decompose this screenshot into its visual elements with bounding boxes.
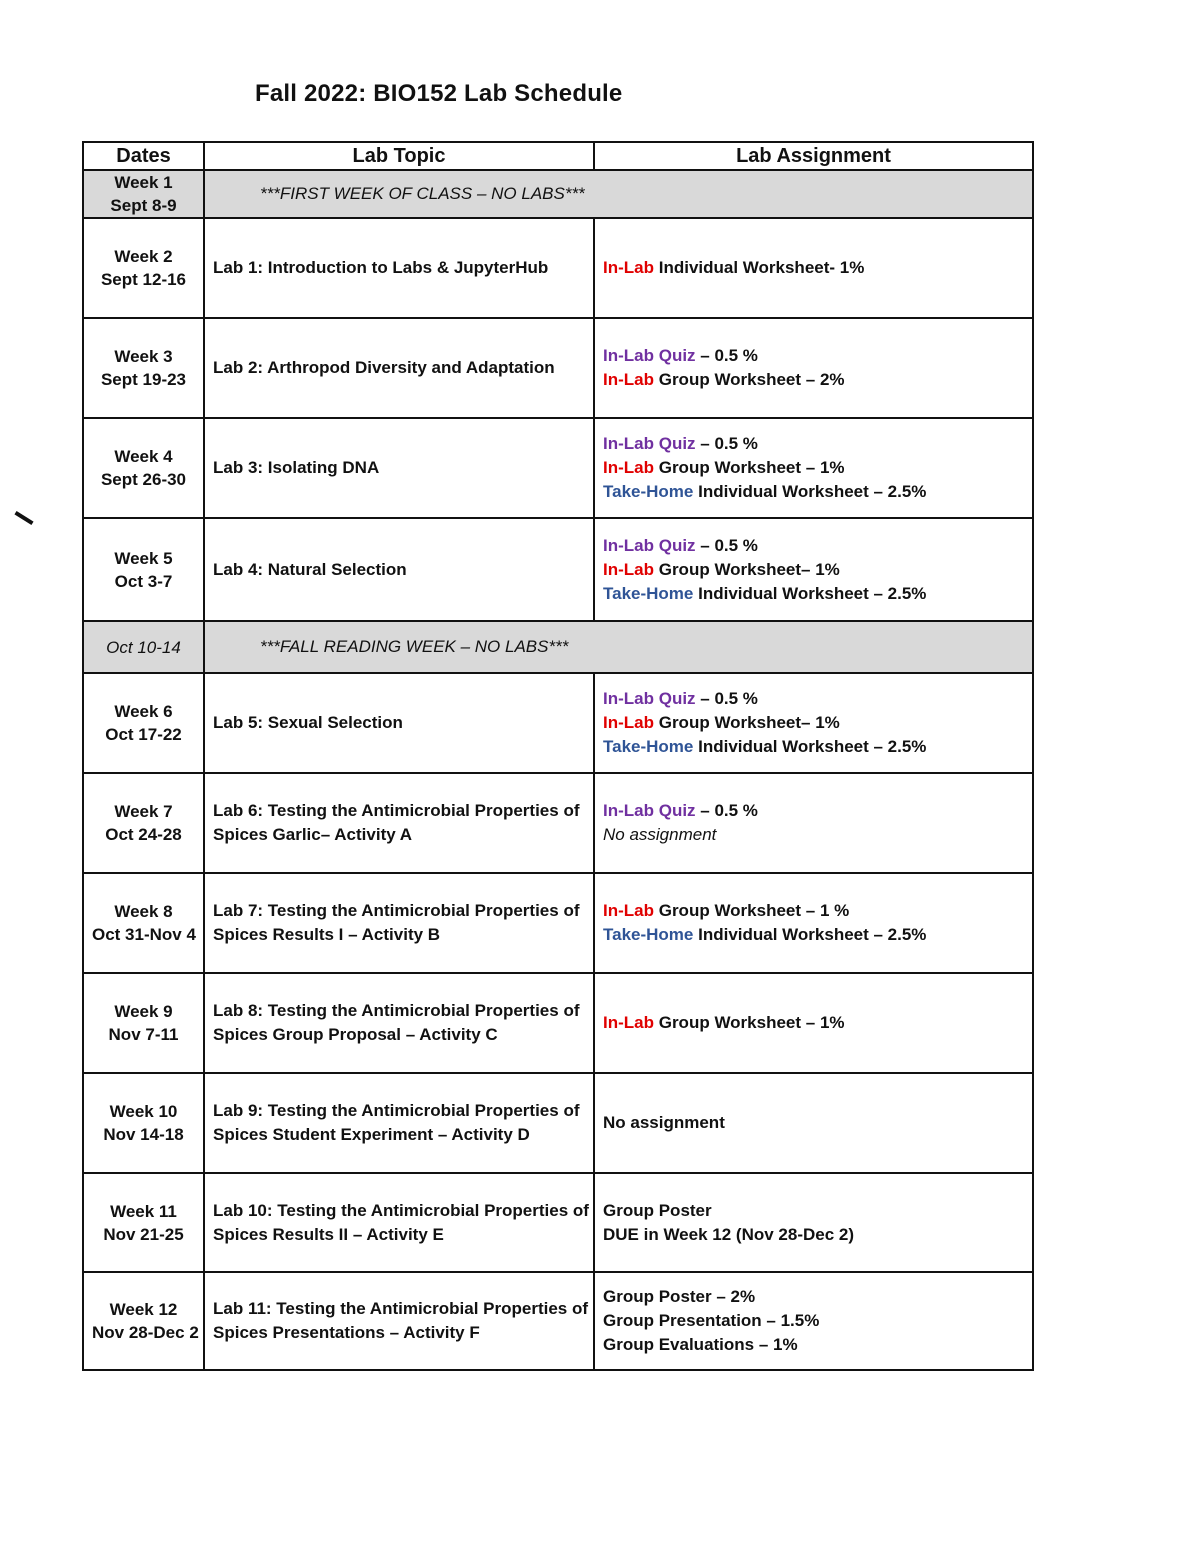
lab-assignment-cell [594, 518, 1033, 621]
assignment-line [603, 558, 1024, 582]
week-label: Week 11 [110, 1201, 177, 1221]
lab-topic-line: Spices Results II – Activity E [213, 1224, 444, 1244]
header-lab-topic: Lab Topic [204, 142, 594, 170]
week-label: Week 5 [114, 548, 173, 568]
notice-row [83, 621, 1033, 673]
assignment-line [603, 368, 1024, 392]
assignment-text: Group Worksheet – 1 % [654, 901, 850, 920]
week-label: Week 9 [114, 1002, 173, 1021]
lab-topic-line: Spices Presentations – Activity F [213, 1323, 480, 1342]
assignment-line [603, 1011, 1024, 1035]
date-range: Oct 31-Nov 4 [92, 925, 196, 944]
assignment-text: Individual Worksheet – 2.5% [693, 737, 927, 756]
assignment-text: Individual Worksheet- 1% [654, 258, 865, 277]
table-row [83, 973, 1033, 1073]
notice-row [83, 170, 1033, 218]
page-title: Fall 2022: BIO152 Lab Schedule [255, 80, 623, 107]
assignment-type-tag: In-Lab [603, 258, 654, 277]
header-dates: Dates [83, 142, 204, 170]
assignment-text: Group Worksheet – 1% [654, 1013, 845, 1032]
date-cell [83, 673, 204, 773]
date-range: Sept 19-23 [100, 370, 187, 389]
date-cell [83, 518, 204, 621]
assignment-type-tag: Take-Home [603, 737, 694, 756]
week-label: Week 12 [109, 1300, 178, 1319]
schedule-body [83, 170, 1033, 1370]
table-row [83, 1272, 1033, 1370]
date-range: Oct 17-22 [105, 725, 182, 744]
assignment-line [603, 899, 1024, 923]
assignment-text: Individual Worksheet – 2.5% [693, 583, 927, 603]
assignment-text: Group Worksheet – 1% [654, 458, 845, 477]
lab-topic-cell [204, 873, 594, 973]
lab-assignment-cell [594, 1272, 1033, 1370]
assignment-line [603, 799, 1024, 823]
date-cell [83, 621, 204, 673]
stray-pen-mark [14, 511, 33, 525]
table-row [83, 1173, 1033, 1272]
lab-topic-line: Lab 11: Testing the Antimicrobial Properties of [213, 1299, 589, 1318]
table-row [83, 673, 1033, 773]
lab-topic-cell [204, 1272, 594, 1370]
assignment-text: Individual Worksheet – 2.5% [693, 482, 927, 501]
lab-topic-line: Spices Student Experiment – Activity D [213, 1125, 530, 1144]
lab-topic-cell [204, 418, 594, 518]
date-range: Nov 28-Dec 2 [92, 1323, 199, 1342]
lab-topic-cell [204, 673, 594, 773]
lab-assignment-cell [594, 873, 1033, 973]
lab-topic-cell [204, 218, 594, 318]
assignment-line [603, 1333, 1024, 1357]
date-cell [83, 318, 204, 418]
assignment-type-tag: In-Lab Quiz [603, 434, 696, 453]
assignment-type-tag: In-Lab [603, 458, 654, 477]
lab-topic-cell [204, 1073, 594, 1173]
lab-topic-line: Lab 3: Isolating DNA [213, 458, 380, 477]
date-range: Oct 24-28 [105, 825, 182, 844]
date-cell [83, 973, 204, 1073]
date-cell [83, 1073, 204, 1173]
lab-assignment-cell [594, 973, 1033, 1073]
week-label: Week 6 [114, 702, 173, 721]
assignment-type-tag: In-Lab [603, 370, 654, 389]
date-range: Sept 12-16 [100, 270, 187, 289]
assignment-text: Group Evaluations – 1% [603, 1335, 798, 1354]
week-label: Week 3 [114, 347, 173, 366]
date-cell [83, 773, 204, 873]
assignment-line [603, 923, 1024, 947]
lab-topic-line: Lab 10: Testing the Antimicrobial Properties of [213, 1200, 589, 1220]
lab-topic-line: Lab 7: Testing the Antimicrobial Properties of [213, 901, 580, 920]
table-row [83, 518, 1033, 621]
assignment-text: No assignment [603, 1113, 725, 1132]
assignment-text: – 0.5 % [695, 689, 758, 708]
lab-topic-line: Lab 9: Testing the Antimicrobial Properties of [213, 1101, 580, 1120]
assignment-type-tag: In-Lab Quiz [603, 801, 696, 820]
no-labs-notice: ***FIRST WEEK OF CLASS – NO LABS*** [204, 170, 1033, 218]
assignment-text: Group Poster – 2% [603, 1287, 756, 1306]
date-cell [83, 218, 204, 318]
date-cell [83, 873, 204, 973]
assignment-line [603, 456, 1024, 480]
header-lab-assignment: Lab Assignment [594, 142, 1033, 170]
lab-assignment-cell [594, 773, 1033, 873]
week-label: Week 8 [114, 902, 173, 921]
lab-topic-cell [204, 318, 594, 418]
assignment-line [603, 823, 1024, 847]
assignment-type-tag: In-Lab Quiz [603, 346, 696, 365]
lab-assignment-cell [594, 1073, 1033, 1173]
assignment-type-tag: In-Lab [603, 1013, 654, 1032]
table-row [83, 873, 1033, 973]
lab-topic-cell [204, 773, 594, 873]
table-row [83, 418, 1033, 518]
table-header-row [83, 142, 1033, 170]
table-row [83, 1073, 1033, 1173]
lab-topic-line: Spices Garlic– Activity A [213, 825, 413, 844]
date-range: Oct 10-14 [106, 637, 181, 657]
assignment-text: DUE in Week 12 (Nov 28-Dec 2) [603, 1224, 854, 1244]
assignment-text: Group Worksheet – 2% [654, 370, 845, 389]
lab-topic-cell [204, 518, 594, 621]
no-labs-notice: ***FALL READING WEEK – NO LABS*** [204, 621, 1033, 673]
week-label: Week 1 [114, 173, 173, 192]
assignment-line [603, 1309, 1024, 1333]
lab-topic-line: Lab 5: Sexual Selection [213, 713, 403, 732]
assignment-text: Group Presentation – 1.5% [603, 1311, 820, 1330]
lab-assignment-cell [594, 673, 1033, 773]
assignment-type-tag: In-Lab Quiz [603, 535, 696, 555]
assignment-text: Individual Worksheet – 2.5% [693, 925, 927, 944]
assignment-text: – 0.5 % [695, 346, 758, 365]
assignment-text: – 0.5 % [695, 535, 758, 555]
week-label: Week 4 [114, 447, 173, 466]
date-range: Sept 26-30 [100, 470, 187, 489]
assignment-line [603, 344, 1024, 368]
date-range: Nov 14-18 [103, 1125, 184, 1144]
assignment-text: No assignment [603, 825, 717, 844]
lab-topic-line: Lab 6: Testing the Antimicrobial Properties of [213, 801, 580, 820]
table-row [83, 318, 1033, 418]
lab-assignment-cell [594, 318, 1033, 418]
assignment-type-tag: In-Lab Quiz [603, 689, 696, 708]
table-row [83, 773, 1033, 873]
lab-topic-cell [204, 1173, 594, 1272]
assignment-type-tag: In-Lab [603, 559, 654, 579]
assignment-line [603, 735, 1024, 759]
week-label: Week 10 [109, 1102, 178, 1121]
date-range: Nov 7-11 [108, 1025, 179, 1044]
date-cell [83, 170, 204, 218]
assignment-line [603, 534, 1024, 558]
assignment-text: – 0.5 % [695, 801, 758, 820]
lab-topic-cell [204, 973, 594, 1073]
assignment-line [603, 1199, 1024, 1223]
assignment-line [603, 1111, 1024, 1135]
date-cell [83, 1173, 204, 1272]
assignment-text: Group Poster [603, 1200, 712, 1220]
lab-topic-line: Spices Results I – Activity B [213, 925, 441, 944]
assignment-type-tag: Take-Home [603, 925, 694, 944]
assignment-text: Group Worksheet– 1% [654, 713, 840, 732]
assignment-line [603, 1285, 1024, 1309]
lab-assignment-cell [594, 218, 1033, 318]
lab-topic-line: Lab 1: Introduction to Labs & JupyterHub [213, 258, 549, 277]
lab-assignment-cell [594, 418, 1033, 518]
date-range: Oct 3-7 [114, 571, 173, 591]
lab-topic-line: Spices Group Proposal – Activity C [213, 1025, 498, 1044]
assignment-type-tag: Take-Home [603, 583, 694, 603]
assignment-line [603, 582, 1024, 606]
date-range: Nov 21-25 [103, 1224, 184, 1244]
lab-assignment-cell [594, 1173, 1033, 1272]
assignment-line [603, 1223, 1024, 1247]
assignment-text: Group Worksheet– 1% [654, 559, 840, 579]
date-cell [83, 1272, 204, 1370]
assignment-line [603, 432, 1024, 456]
assignment-type-tag: In-Lab [603, 901, 654, 920]
assignment-line [603, 687, 1024, 711]
week-label: Week 7 [114, 802, 173, 821]
assignment-text: – 0.5 % [695, 434, 758, 453]
assignment-line [603, 711, 1024, 735]
lab-schedule-table [82, 141, 1034, 1371]
lab-topic-line: Lab 4: Natural Selection [213, 559, 407, 579]
assignment-line [603, 256, 1024, 280]
assignment-line [603, 480, 1024, 504]
date-cell [83, 418, 204, 518]
table-row [83, 218, 1033, 318]
assignment-type-tag: In-Lab [603, 713, 654, 732]
date-range: Sept 8-9 [110, 196, 177, 215]
lab-topic-line: Lab 8: Testing the Antimicrobial Properties of [213, 1001, 580, 1020]
lab-topic-line: Lab 2: Arthropod Diversity and Adaptation [213, 358, 555, 377]
assignment-type-tag: Take-Home [603, 482, 694, 501]
week-label: Week 2 [114, 247, 173, 266]
